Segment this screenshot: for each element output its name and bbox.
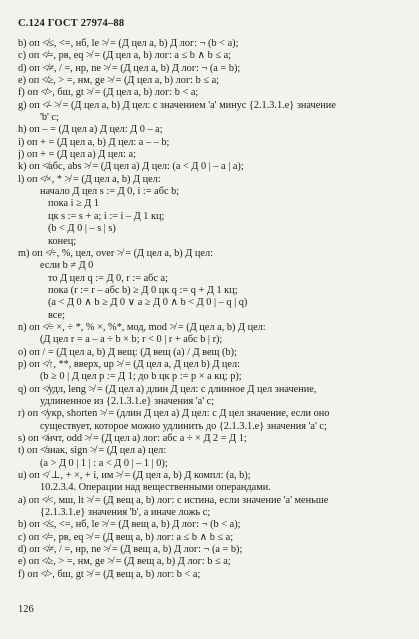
text-line: b) оп ≮≤, <=, нб, lе ≯ = (Д цел а, b) Д лог: ¬ (b < а); — [18, 38, 239, 49]
text-line: 'b' с; — [40, 112, 59, 124]
text-line: e) оп ≮≥, > =, нм, gе ≯ = (Д вещ а, b) Д лог: b ≤ а; — [18, 556, 231, 568]
text-line: l) оп ≮×, * ≯ = (Д цел а, b) Д цел: — [18, 173, 161, 185]
text-line: удлиненное из {2.1.3.1.е} значения 'а' с; — [40, 395, 215, 407]
text-line: если b ≠ Д 0 — [40, 260, 94, 272]
text-line: j) оп + = (Д цел а) Д цел: а; — [18, 149, 136, 161]
text-line: n) оп ≮÷ ×, ÷ *, % ×, %*, мод, mоd ≯ = (Д цел а, b) Д цел: — [18, 321, 266, 333]
page-header: С.124 ГОСТ 27974–88 — [18, 18, 125, 29]
text-line: конец; — [48, 235, 77, 247]
text-line: b) оп ≮≤, <=, нб, lе ≯ = (Д вещ а, b) Д лог: ¬ (b < а); — [18, 519, 241, 531]
text-line: (Д цел r = а – а ÷ b × b; r < 0 | r + абс b | r); — [40, 334, 223, 346]
text-line: начало Д цел s := Д 0, i := абс b; — [40, 186, 180, 198]
text-line: 10.2.3.4. Операции над вещественными операндами. — [40, 482, 271, 494]
text-line: f) оп ≮>, бш, gt ≯ = (Д цел а, b) лог: b < а; — [18, 87, 199, 99]
text-line: e) оп ≮≥, > =, нм, gе ≯ = (Д цел а, b) лог: b ≤ а; — [18, 75, 219, 87]
text-line: f) оп ≮>, бш, gt ≯ = (Д вещ а, b) лог: b < а; — [18, 568, 201, 580]
text-line: существует, которое можно удлинить до {2.1.3.1.е} значения 'а' с; — [40, 420, 327, 432]
text-line: i) оп + = (Д цел а, b) Д цел: а – – b; — [18, 136, 170, 148]
text-line: t) оп ≮знак, sign ≯ = (Д цел а) цел: — [18, 445, 167, 457]
text-line: r) оп ≮укр, shоrtеn ≯ = (длин Д цел а) Д цел: с Д цел значение, если оно — [18, 408, 330, 420]
text-line: {2.1.3.1.е} значения 'b', а иначе ложь с; — [40, 507, 211, 519]
page-body — [18, 38, 406, 581]
text-line: пока (r := r – абс b) ≥ Д 0 цк q := q + Д 1 кц; — [48, 284, 238, 296]
text-line: c) оп ≮=, рв, еq ≯ = (Д вещ а, b) лог: а ≤ b ∧ b ≤ а; — [18, 531, 234, 543]
text-line: (а > Д 0 | 1 | : а < Д 0 | – 1 | 0); — [40, 457, 168, 469]
text-line: пока i ≥ Д 1 — [48, 198, 100, 210]
text-line: a) оп ≮<, мш, lt ≯ = (Д вещ а, b) лог: с истина, если значение 'а' меньше — [18, 494, 329, 506]
text-line: o) оп / = (Д цел а, b) Д вещ: (Д вещ (а) / Д вещ (b); — [18, 346, 237, 358]
text-line: c) оп ≮=, рв, еq ≯ = (Д цел а, b) лог: а ≤ b ∧ b ≤ а; — [18, 50, 232, 62]
text-line: d) оп ≮≠, / =, нр, nе ≯ = (Д вещ а, b) Д лог: ¬ (а = b); — [18, 544, 243, 556]
text-line: g) оп ≮- ≯ = (Д цел а, b) Д цел: с значением 'а' минус {2.1.3.1.е} значение — [18, 99, 336, 111]
text-line: (b ≥ 0 | Д цел p := Д 1; до b цк p := p × а кц; p); — [40, 371, 242, 383]
text-line: k) оп ≮абс, аbs ≯ = (Д цел а) Д цел: (а < Д 0 | – а | а); — [18, 161, 244, 173]
text-line: цк s := s + а; i := i – Д 1 кц; — [48, 210, 165, 222]
text-line: p) оп ≮↑, **, вверх, up ≯ = (Д цел а, Д цел b) Д цел: — [18, 358, 241, 370]
text-line: m) оп ≮÷, %, цел, оvеr ≯ = (Д цел а, b) Д цел: — [18, 247, 213, 259]
text-line: то Д цел q := Д 0, r := абс а; — [48, 272, 168, 284]
text-line: все; — [48, 309, 65, 321]
text-line: q) оп ≮удл, lеng ≯ = (Д цел а) длин Д цел: с длинное Д цел значение, — [18, 383, 317, 395]
text-line: d) оп ≮≠, / =, нр, nе ≯ = (Д цел а, b) Д лог: ¬ (а = b); — [18, 62, 241, 74]
text-line: s) оп ≮нчт, оdd ≯ = (Д цел а) лог: абс а ÷ × Д 2 = Д 1; — [18, 433, 247, 444]
text-line: (а < Д 0 ∧ b ≥ Д 0 ∨ а ≥ Д 0 ∧ b < Д 0 | – q | q) — [48, 297, 248, 309]
text-line: h) оп – = (Д цел а) Д цел: Д 0 – а; — [18, 124, 163, 136]
text-line: u) оп ≮ ⊥, + ×, + i, им ≯ = (Д цел а, b) Д компл: (а, b); — [18, 470, 251, 482]
text-line: (b < Д 0 | – s | s) — [48, 223, 116, 235]
page-number: 126 — [18, 604, 34, 615]
